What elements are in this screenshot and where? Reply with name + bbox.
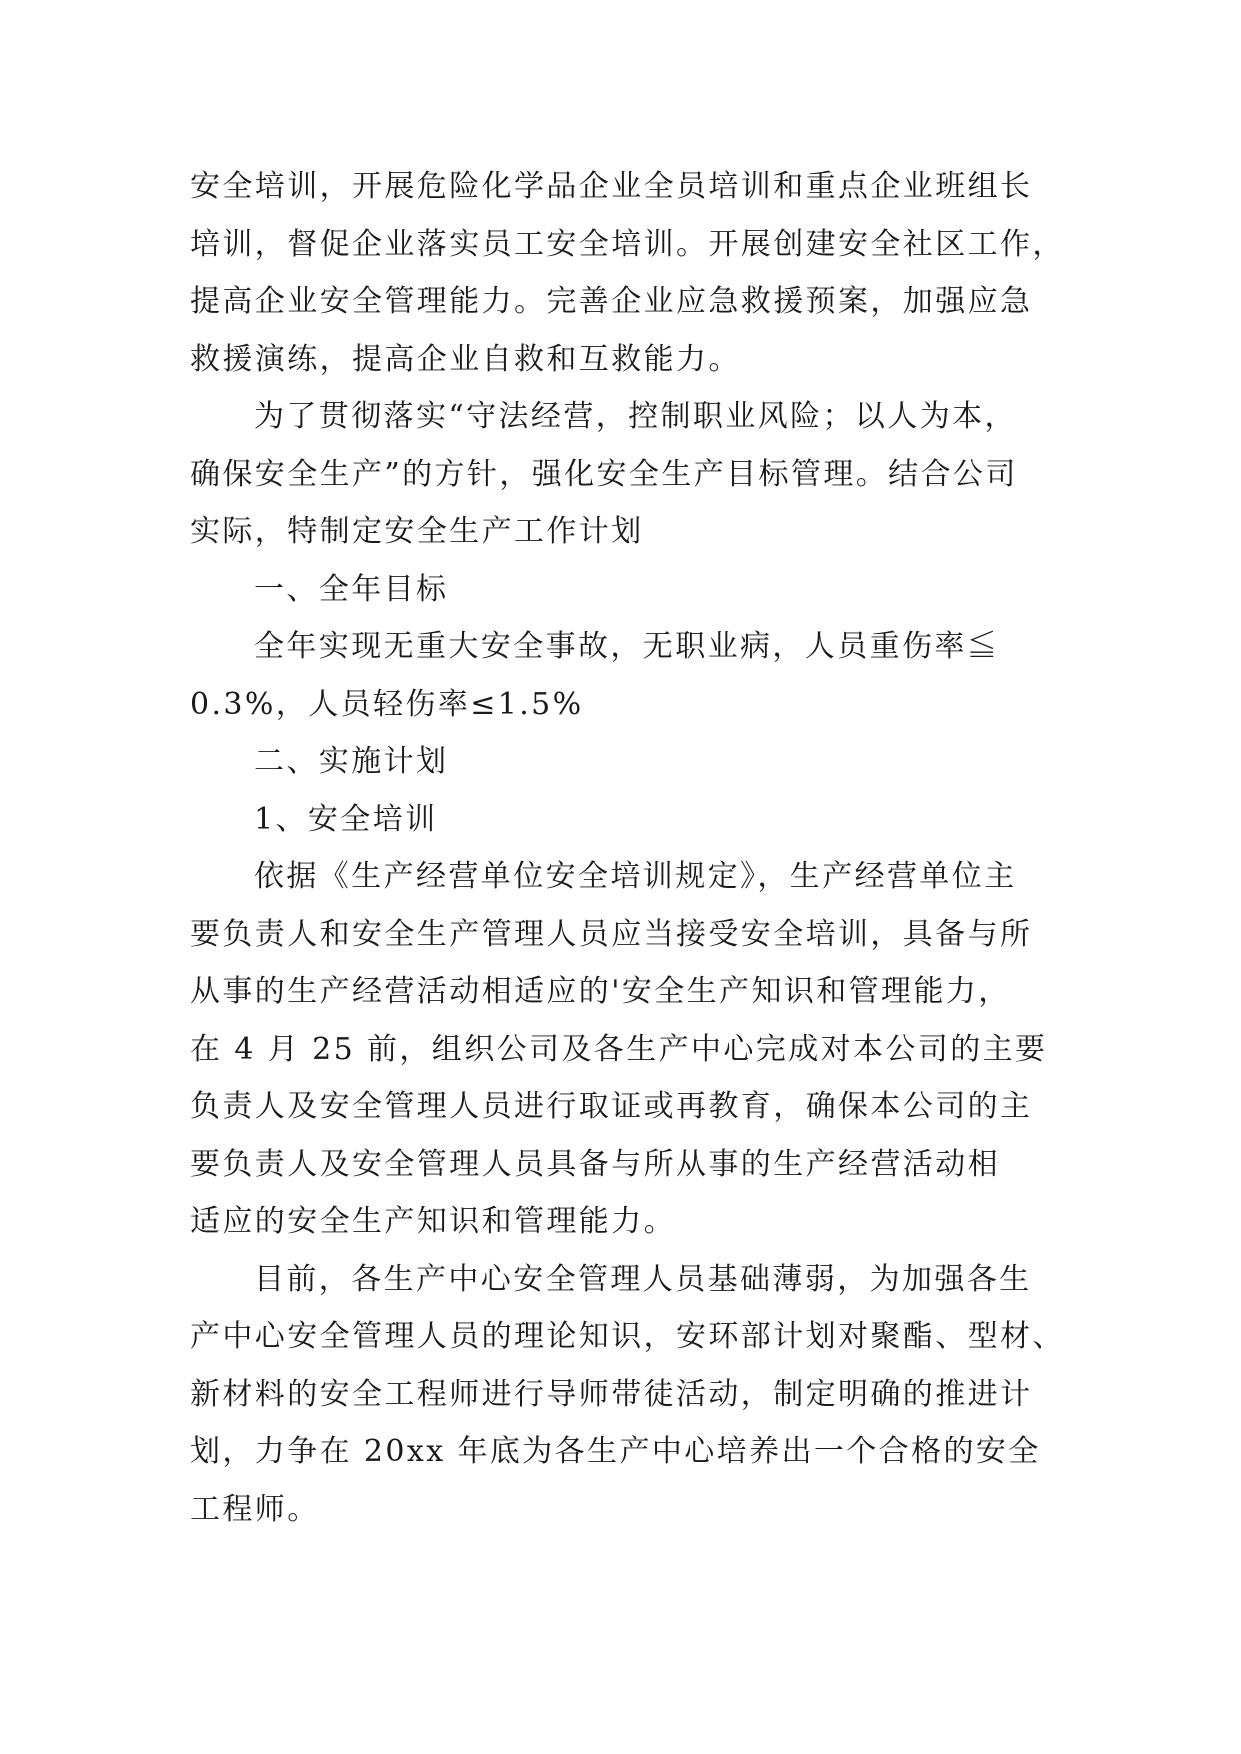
text-line: 要负责人和安全生产管理人员应当接受安全培训，具备与所 <box>190 916 1033 952</box>
document-body <box>190 158 1065 1538</box>
subsection-heading: 1、安全培训 <box>254 801 438 837</box>
text-line: 在 4 月 25 前，组织公司及各生产中心完成对本公司的主要 <box>190 1031 1048 1067</box>
text-line: 从事的生产经营活动相适应的'安全生产知识和管理能力， <box>190 974 1011 1009</box>
text-line: 全年实现无重大安全事故，无职业病，人员重伤率≦ <box>254 629 1000 664</box>
text-line: 依据《生产经营单位安全培训规定》，生产经营单位主 <box>254 859 1017 894</box>
text-line: 目前，各生产中心安全管理人员基础薄弱，为加强各生 <box>254 1261 1032 1297</box>
text-line: 提高企业安全管理能力。完善企业应急救援预案，加强应急 <box>190 284 1033 319</box>
text-line: 实际，特制定安全生产工作计划 <box>190 514 644 549</box>
text-line: 确保安全生产”的方针，强化安全生产目标管理。结合公司 <box>190 456 1018 492</box>
text-line: 为了贯彻落实“守法经营，控制职业风险；以人为本， <box>254 399 1017 434</box>
text-line: 划，力争在 20xx 年底为各生产中心培养出一个合格的安全 <box>190 1434 1041 1469</box>
text-line: 工程师。 <box>190 1491 320 1527</box>
text-line: 新材料的安全工程师进行导师带徒活动，制定明确的推进计 <box>190 1376 1033 1412</box>
text-line: 0.3%，人员轻伤率≤1.5% <box>190 686 584 722</box>
text-line: 救援演练，提高企业自救和互救能力。 <box>190 341 741 377</box>
text-line: 要负责人及安全管理人员具备与所从事的生产经营活动相 <box>190 1146 1000 1182</box>
text-line: 产中心安全管理人员的理论知识，安环部计划对聚酯、型材、 <box>190 1319 1065 1354</box>
text-line: 安全培训，开展危险化学品企业全员培训和重点企业班组长 <box>190 169 1033 204</box>
text-line: 适应的安全生产知识和管理能力。 <box>190 1204 676 1239</box>
text-line: 负责人及安全管理人员进行取证或再教育，确保本公司的主 <box>190 1089 1033 1124</box>
section-heading: 二、实施计划 <box>254 744 449 779</box>
section-heading: 一、全年目标 <box>254 571 449 607</box>
text-line: 培训，督促企业落实员工安全培训。开展创建安全社区工作， <box>190 226 1065 262</box>
